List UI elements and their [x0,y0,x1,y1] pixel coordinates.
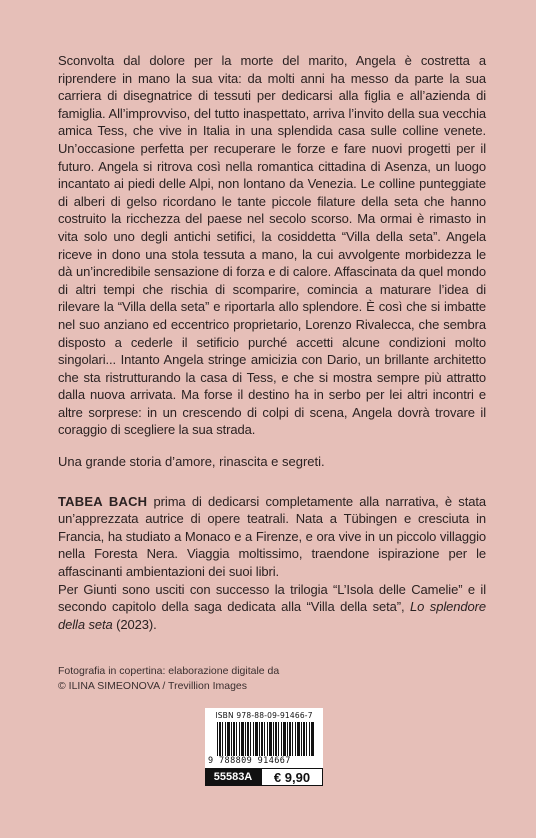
barcode-digits: 9 788809 914667 [208,756,291,766]
barcode-bars [217,722,315,756]
author-works [58,581,486,634]
photo-credits [58,664,279,694]
price: € 9,90 [261,768,323,786]
barcode-box [205,708,323,786]
author-works-prefix: Per Giunti sono usciti con successo la trilogia “L’Isola delle Camelie” e il secondo capitolo della saga dedicata alla “Villa della seta”, [58,581,486,615]
author-bio [58,493,486,581]
synopsis: Sconvolta dal dolore per la morte del marito, Angela è costretta a riprendere in mano la sua vita: da molti anni ha messo da parte la sua carriera di disegnatrice di tessuti per dedicarsi alla figlia e all’azienda di famiglia. All’improvviso, del tutto inaspettato, arriva l’invito della sua vecchia amica Tess, che vive in Italia in una splendida casa sulle colline venete. Un’occasione perfetta per recuperare le forze e fare nuovi progetti per il futuro. Angela si ritrova così nella romantica cittadina di Asenza, un luogo incantato ai piedi delle Alpi, non lontano da Venezia. Le colline punteggiate di alberi di gelso ricordano le tante piccole filature della seta che hanno costruito la ricchezza del paese nel secolo scorso. Ma ormai è rimasto in vita solo uno degli antichi setifici, la cosiddetta “Villa della seta”. Angela riceve in dono una stola tessuta a mano, la cui avvolgente morbidezza le dà un’incredibile sensazione di forza e di calore. Affascinata da quel mondo di altri tempi che rischia di scomparire, comincia a maturare l’idea di rilevare la “Villa della seta” e riportarla allo splendore. È così che si imbatte nel suo anziano ed eccentrico proprietario, Lorenzo Rivalecca, che sembra disposto a cederle il setificio purché accetti alcune condizioni molto singolari... Intanto Angela stringe amicizia con Dario, un brillante architetto che sta ristrutturando la casa di Tess, e che si mostra sempre più attratto dalla nuova arrivata. Ma forse il destino ha in serbo per lei altri incontri e altre sorprese: in un crescendo di colpi di scena, Angela dovrà trovare il coraggio di scegliere la sua strada. [58,53,486,438]
author-name: TABEA BACH [58,493,148,509]
barcode-area [205,708,323,768]
tagline: Una grande storia d’amore, rinascita e segreti. [58,454,325,470]
isbn-text: ISBN 978-88-09-91466-7 [215,711,313,720]
product-code: 55583A [205,768,261,786]
author-bio-text: prima di dedicarsi completamente alla narrativa, è stata un’apprezzata autrice di opere teatrali. Nata a Tübingen e cresciuta in Francia, ha studiato a Monaco e a Firenze, e ora vive in un piccolo villaggio nella Foresta Nera. Viaggia moltissimo, traendone ispirazione per le affascinanti ambientazioni dei suoi libri. [58,493,486,580]
author-works-suffix: (2023). [112,616,157,632]
credit-line-1: Fotografia in copertina: elaborazione digitale da [58,665,280,677]
credit-line-2: © ILINA SIMEONOVA / Trevillion Images [58,680,248,692]
price-row [205,768,323,786]
author-works-title: Lo splendore della seta [58,599,486,632]
back-cover-text [58,52,486,633]
